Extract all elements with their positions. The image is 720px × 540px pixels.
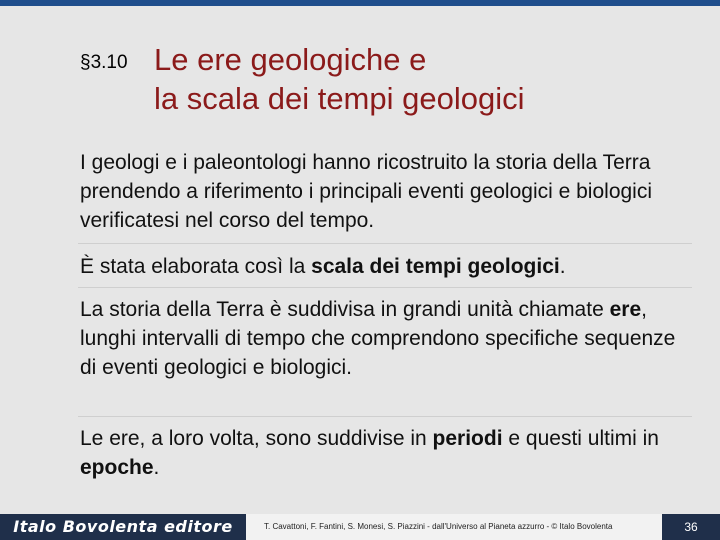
paragraph-2-bold: scala dei tempi geologici [311, 255, 560, 278]
publisher-logo: Italo Bovolenta editore [0, 514, 246, 540]
footer [0, 514, 720, 540]
divider-1 [78, 243, 692, 244]
section-number: §3.10 [80, 52, 128, 73]
title-line-2: la scala dei tempi geologici [154, 81, 525, 116]
divider-2 [78, 287, 692, 288]
slide-title [154, 40, 694, 118]
paragraph-4-bold-periodi: periodi [432, 427, 503, 450]
paragraph-2-text-c: . [559, 255, 566, 278]
paragraph-3-text-a: La storia della Terra è suddivisa in grandi unità chiamate [80, 298, 610, 321]
paragraph-2 [80, 252, 690, 281]
paragraph-4-text-e: . [153, 456, 160, 479]
divider-3 [78, 416, 692, 417]
paragraph-3-bold: ere [609, 298, 642, 321]
top-accent-bar [0, 0, 720, 6]
paragraph-1: I geologi e i paleontologi hanno ricostruito la storia della Terra prendendo a riferimento i principali eventi geologici e biologici verificatesi nel corso del tempo. [80, 151, 653, 232]
paragraph-4-text-c: e questi ultimi in [502, 427, 659, 450]
paragraph-4-text-a: Le ere, a loro volta, sono suddivise in [80, 427, 433, 450]
paragraph-4-bold-epoche: epoche [80, 456, 154, 479]
footer-credits: T. Cavattoni, F. Fantini, S. Monesi, S. Piazzini - dall'Universo al Pianeta azzurro - © Italo Bovolenta [246, 514, 662, 540]
paragraph-3 [80, 295, 690, 382]
paragraph-2-text-a: È stata elaborata così la [80, 255, 312, 278]
paragraph-3-text-c: , lunghi intervalli di tempo che comprendono specifiche sequenze di eventi geologici e biologici. [80, 298, 676, 379]
title-line-1: Le ere geologiche e [154, 42, 427, 77]
paragraph-4 [80, 424, 690, 482]
page-number: 36 [662, 514, 720, 540]
